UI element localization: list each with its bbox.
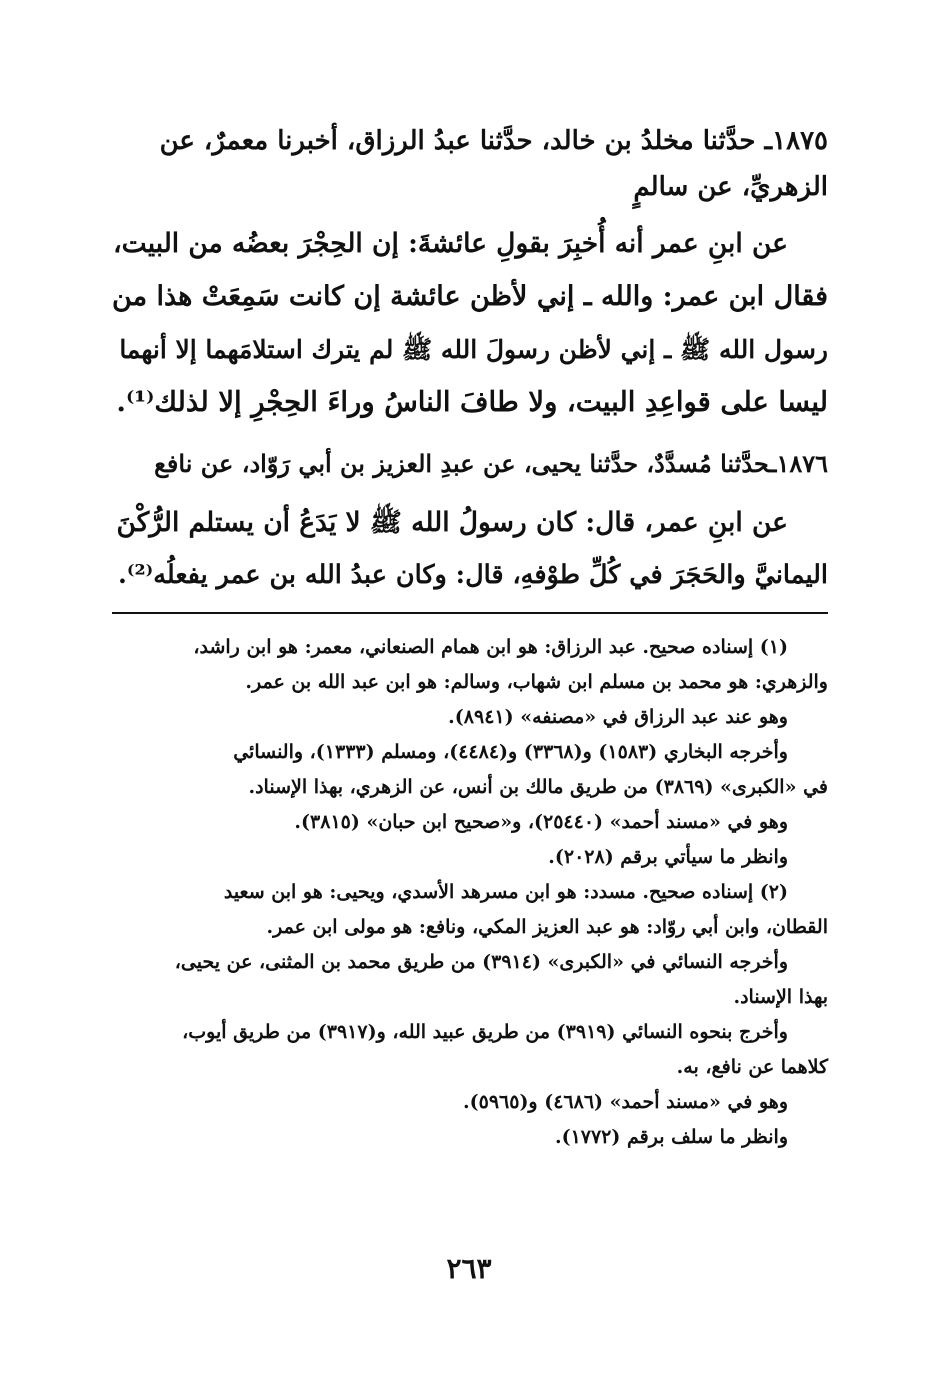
footnote-line: في «الكبرى» (٣٨٦٩) من طريق مالك بن أنس، عن الزهري، بهذا الإسناد. xyxy=(248,776,828,798)
isnad-line: ١٨٧٦ـحدَّثنا مُسدَّدٌ، حدَّثنا يحيى، عن عبدِ العزيز بن أبي رَوّاد، عن نافع xyxy=(154,449,828,478)
matn-line: عن ابنِ عمر، قال: كان رسولُ الله ﷺ لا يَدَعُ أن يستلم الرُّكْنَ xyxy=(116,507,788,538)
matn-line: ليسا على قواعِدِ البيت، ولا طافَ الناسُ وراءَ الحِجْرِ إلا لذلك⁽¹⁾. xyxy=(116,386,828,418)
footnote-line: وهو في «مسند أحمد» (٤٦٨٦) و(٥٩٦٥). xyxy=(463,1091,788,1113)
footnote-line: بهذا الإسناد. xyxy=(733,986,828,1008)
matn-line: اليمانيَّ والحَجَرَ في كُلِّ طوْفهِ، قال: وكان عبدُ الله بن عمر يفعلُه⁽²⁾. xyxy=(118,560,828,590)
isnad-line: ١٨٧٥ـ حدَّثنا مخلدُ بن خالد، حدَّثنا عبدُ الرزاق، أخبرنا معمرٌ، عن xyxy=(159,126,828,156)
matn-line: عن ابنِ عمر أنه أُخبِرَ بقولِ عائشةَ: إن الحِجْرَ بعضُه من البيت، xyxy=(113,228,788,259)
matn-line: رسول الله ﷺ ـ إني لأظن رسولَ الله ﷺ لم يترك استلامَهما إلا أنهما xyxy=(119,335,828,364)
footnote-line: وانظر ما سيأتي برقم (٢٠٢٨). xyxy=(548,846,788,868)
footnote-line: وانظر ما سلف برقم (١٧٧٢). xyxy=(554,1126,788,1148)
matn-line: فقال ابن عمر: والله ـ إني لأظن عائشة إن كانت سَمِعَتْ هذا من xyxy=(112,281,828,312)
footnote-line: وأخرج بنحوه النسائي (٣٩١٩) من طريق عبيد الله، و(٣٩١٧) من طريق أيوب، xyxy=(182,1021,788,1043)
footnote-line: وأخرجه البخاري (١٥٨٣) و(٣٣٦٨) و(٤٤٨٤)، ومسلم (١٣٣٣)، والنسائي xyxy=(233,741,788,763)
footnote-line: وهو عند عبد الرزاق في «مصنفه» (٨٩٤١). xyxy=(448,706,788,728)
footnotes xyxy=(110,630,828,1155)
footnote-line: (٢) إسناده صحيح. مسدد: هو ابن مسرهد الأسدي، ويحيى: هو ابن سعيد xyxy=(223,881,788,903)
hadith-1876-isnad xyxy=(110,444,828,484)
page-number: ٢٦٣ xyxy=(446,1252,492,1285)
isnad-line: الزهريِّ، عن سالمٍ xyxy=(633,172,828,202)
footnote-separator xyxy=(112,612,828,614)
hadith-1875-isnad xyxy=(110,118,828,210)
footnote-line: (١) إسناده صحيح. عبد الرزاق: هو ابن همام الصنعاني، معمر: هو ابن راشد، xyxy=(193,636,788,658)
footnote-line: كلاهما عن نافع، به. xyxy=(676,1056,828,1078)
hadith-1876-matn xyxy=(110,496,828,602)
footnote-line: وهو في «مسند أحمد» (٢٥٤٤٠)، و«صحيح ابن حبان» (٣٨١٥). xyxy=(294,811,788,833)
hadith-1875-matn xyxy=(110,217,828,429)
footnote-line: والزهري: هو محمد بن مسلم ابن شهاب، وسالم: هو ابن عبد الله بن عمر. xyxy=(245,671,828,693)
footnote-line: القطان، وابن أبي روّاد: هو عبد العزيز المكي، ونافع: هو مولى ابن عمر. xyxy=(266,916,828,938)
footnote-line: وأخرجه النسائي في «الكبرى» (٣٩١٤) من طريق محمد بن المثنى، عن يحيى، xyxy=(174,951,788,973)
